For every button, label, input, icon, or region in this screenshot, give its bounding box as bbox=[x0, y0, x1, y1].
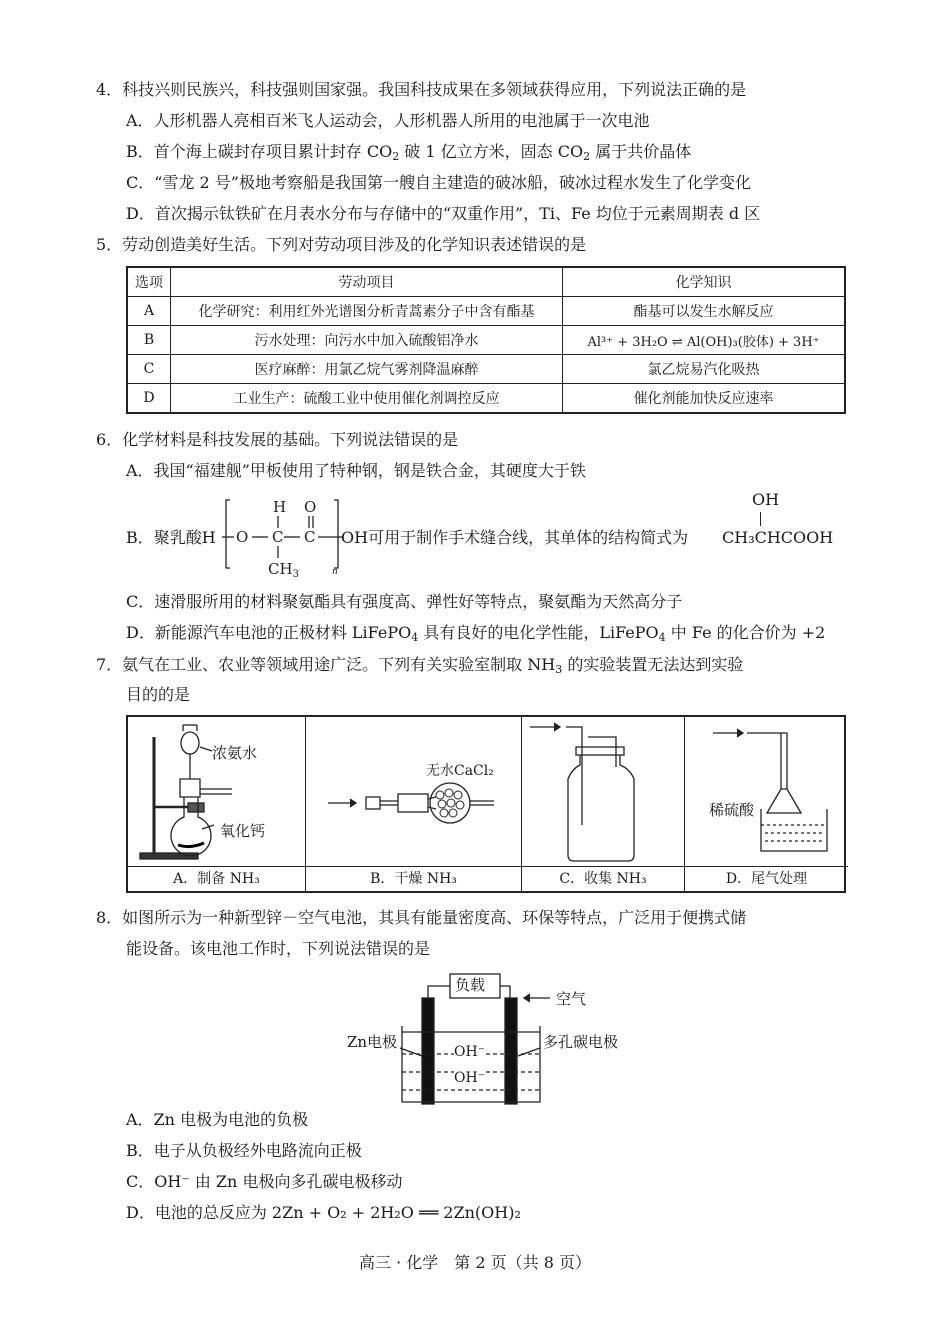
q6-option-c: C．速滑服所用的材料聚氨酯具有强度高、弹性好等特点，聚氨酯为天然高分子 bbox=[126, 592, 683, 611]
q7-stem-cont: 目的的是 bbox=[126, 685, 191, 704]
q6-option-b-prefix: B．聚乳酸H bbox=[126, 528, 216, 547]
svg-text:H: H bbox=[273, 498, 287, 516]
caption-c: C．收集 NH₃ bbox=[522, 866, 684, 891]
caption-b: B．干燥 NH₃ bbox=[306, 866, 521, 891]
label-conc-ammonia: 浓氨水 bbox=[212, 744, 258, 762]
label-anhydrous-cacl2: 无水CaCl₂ bbox=[426, 763, 494, 779]
table-row bbox=[127, 384, 845, 414]
header-labor-item: 劳动项目 bbox=[171, 267, 563, 297]
label-dilute-h2so4: 稀硫酸 bbox=[709, 801, 755, 819]
row-knowledge: 氯乙烷易汽化吸热 bbox=[563, 355, 846, 384]
q6-option-d: D．新能源汽车电池的正极材料 LiFePO$_4$ 具有良好的电化学性能，LiFePO$_4$ 中 Fe 的化合价为 +2 bbox=[126, 623, 826, 644]
monomer-formula: CH₃CHCOOH bbox=[722, 528, 834, 547]
label-oh-1: OH⁻ bbox=[454, 1041, 485, 1063]
label-air: 空气 bbox=[556, 990, 587, 1008]
generator-apparatus-icon bbox=[128, 717, 306, 867]
apparatus-a bbox=[128, 717, 306, 891]
q4-option-b: B．首个海上碳封存项目累计封存 $CO_2$ 破 1 亿立方米，固态 $CO_2$ 属于共价晶体 bbox=[126, 142, 692, 163]
q5-table bbox=[126, 266, 846, 414]
q7-stem: 7．氨气在工业、农业等领域用途广泛。下列有关实验室制取 $NH_3$ 的实验装置无法达到实验 bbox=[96, 655, 744, 676]
row-item: 化学研究：利用红外光谱图分析青蒿素分子中含有酯基 bbox=[171, 297, 563, 326]
row-option: D bbox=[127, 384, 171, 414]
q6-option-a: A．我国“福建舰”甲板使用了特种钢，钢是铁合金，其硬度大于铁 bbox=[126, 461, 586, 480]
q6-stem: 6．化学材料是科技发展的基础。下列说法错误的是 bbox=[96, 430, 459, 449]
tail-gas-absorber-icon bbox=[685, 717, 848, 867]
monomer-oh: OH bbox=[752, 490, 780, 509]
row-option: B bbox=[127, 326, 171, 355]
row-option: A bbox=[127, 297, 171, 326]
polylactic-acid-structure bbox=[222, 496, 344, 580]
header-option: 选项 bbox=[127, 267, 171, 297]
q4-option-d: D．首次揭示钛铁矿在月表水分布与存储中的“双重作用”，Ti、Fe 均位于元素周期表 d 区 bbox=[126, 204, 761, 223]
q8-option-a: A．Zn 电极为电池的负极 bbox=[126, 1110, 309, 1129]
label-load: 负载 bbox=[455, 976, 486, 994]
row-knowledge: Al³⁺ + 3H₂O ⇌ Al(OH)₃(胶体) + 3H⁺ bbox=[563, 326, 846, 355]
q4-stem: 4．科技兴则民族兴，科技强则国家强。我国科技成果在多领域获得应用，下列说法正确的是 bbox=[96, 80, 747, 99]
svg-text:C: C bbox=[272, 528, 284, 546]
row-knowledge: 催化剂能加快反应速率 bbox=[563, 384, 846, 414]
svg-text:O: O bbox=[304, 498, 317, 516]
q7-apparatus-figure bbox=[126, 715, 846, 893]
caption-d: D．尾气处理 bbox=[685, 866, 848, 891]
q8-stem-cont: 能设备。该电池工作时，下列说法错误的是 bbox=[126, 939, 431, 958]
q8-option-b: B．电子从负极经外电路流向正极 bbox=[126, 1141, 362, 1160]
svg-text:C: C bbox=[304, 528, 316, 546]
label-zn-electrode: Zn电极 bbox=[347, 1033, 398, 1051]
apparatus-c bbox=[522, 717, 685, 891]
q4-option-a: A．人形机器人亮相百米飞人运动会，人形机器人所用的电池属于一次电池 bbox=[126, 111, 650, 130]
label-carbon-electrode: 多孔碳电极 bbox=[543, 1033, 619, 1051]
monomer-bond bbox=[760, 512, 761, 526]
caption-a: A．制备 NH₃ bbox=[128, 866, 305, 891]
q8-stem: 8．如图所示为一种新型锌－空气电池，其具有能量密度高、环保等特点，广泛用于便携式储 bbox=[96, 908, 747, 927]
apparatus-b bbox=[306, 717, 522, 891]
apparatus-d bbox=[685, 717, 848, 891]
gas-collecting-bottle-icon bbox=[522, 717, 685, 867]
svg-text:CH3: $CH_3$ bbox=[268, 560, 299, 580]
row-item: 医疗麻醉：用氯乙烷气雾剂降温麻醉 bbox=[171, 355, 563, 384]
drying-tube-icon bbox=[306, 717, 522, 867]
row-item: 污水处理：向污水中加入硫酸铝净水 bbox=[171, 326, 563, 355]
page-footer: 高三 · 化学 第 2 页（共 8 页） bbox=[359, 1253, 591, 1272]
table-header-row bbox=[127, 267, 845, 297]
row-item: 工业生产：硫酸工业中使用催化剂调控反应 bbox=[171, 384, 563, 414]
table-row bbox=[127, 326, 845, 355]
label-calcium-oxide: 氧化钙 bbox=[220, 822, 266, 840]
row-knowledge: 酯基可以发生水解反应 bbox=[563, 297, 846, 326]
table-row bbox=[127, 297, 845, 326]
q5-stem: 5．劳动创造美好生活。下列对劳动项目涉及的化学知识表述错误的是 bbox=[96, 235, 587, 254]
row-option: C bbox=[127, 355, 171, 384]
q4-option-c: C．“雪龙 2 号”极地考察船是我国第一艘自主建造的破冰船，破冰过程水发生了化学变化 bbox=[126, 173, 751, 192]
q8-option-d: D．电池的总反应为 2Zn + O₂ + 2H₂O ══ 2Zn(OH)₂ bbox=[126, 1203, 521, 1222]
q8-option-c: C．OH⁻ 由 Zn 电极向多孔碳电极移动 bbox=[126, 1172, 403, 1191]
label-oh-2: OH⁻ bbox=[454, 1067, 485, 1089]
table-row bbox=[127, 355, 845, 384]
svg-text:O: O bbox=[236, 528, 249, 546]
svg-text:n: n bbox=[332, 567, 338, 577]
q6-option-b-text: OH可用于制作手术缝合线，其单体的结构简式为 bbox=[341, 528, 689, 547]
header-chem-knowledge: 化学知识 bbox=[563, 267, 846, 297]
